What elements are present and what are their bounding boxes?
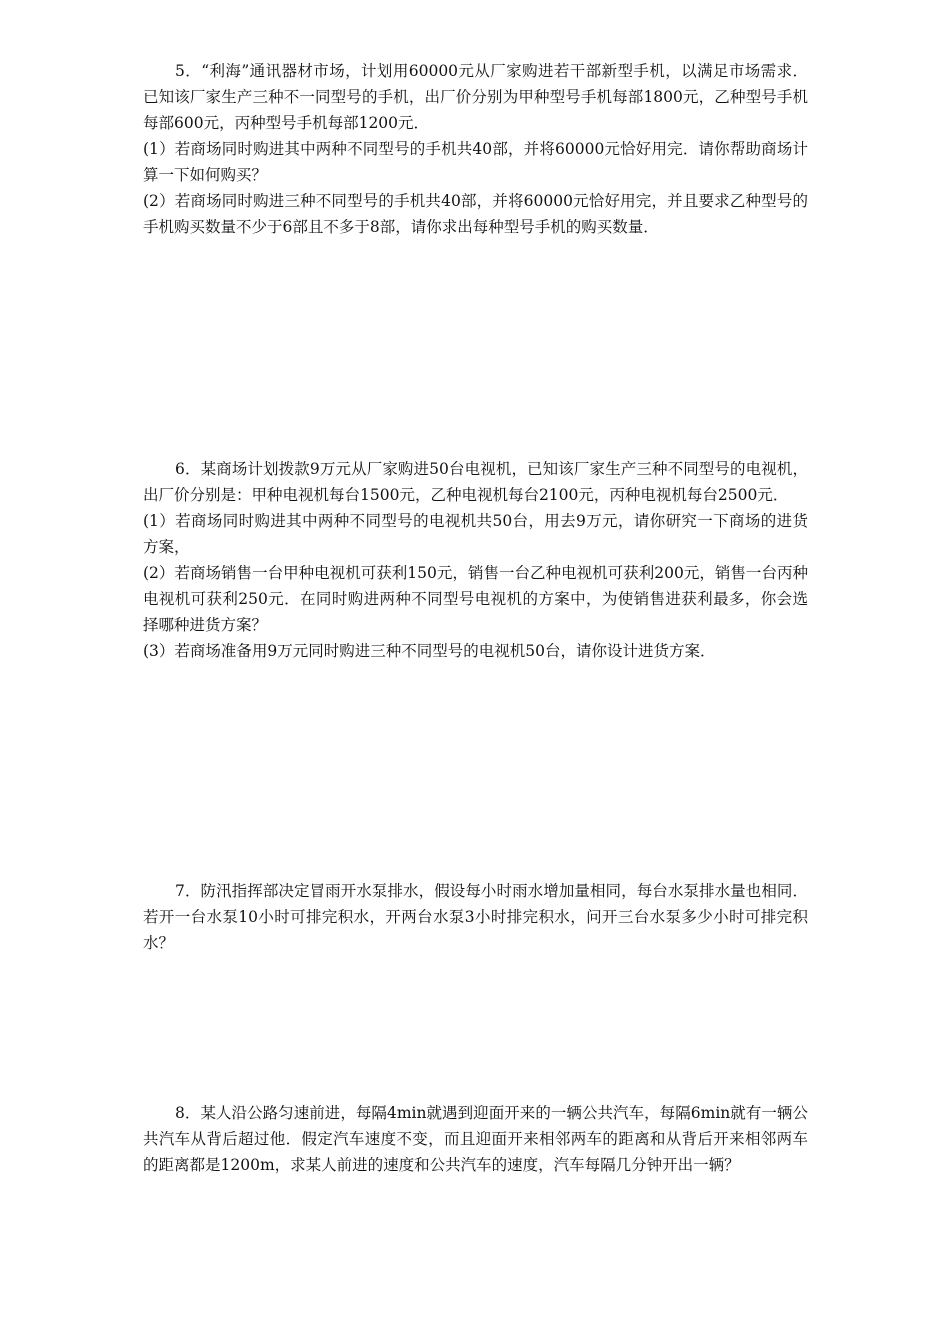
problem-stem <box>143 58 808 136</box>
problem-6 <box>143 456 808 664</box>
problem-7 <box>143 878 808 956</box>
problem-stem <box>143 456 808 508</box>
problem-number: 8． <box>175 1104 201 1122</box>
problem-stem <box>143 1100 808 1178</box>
problem-part: (3）若商场准备用9万元同时购进三种不同型号的电视机50台，请你设计进货方案． <box>143 642 716 660</box>
problem-stem <box>143 878 808 956</box>
problem-number: 5． <box>175 62 202 80</box>
problem-text: 防汛指挥部决定冒雨开水泵排水，假设每小时雨水增加量相同，每台水泵排水量也相同．若开一台水泵10小时可排完积水，开两台水泵3小时排完积水，问开三台水泵多少小时可排完积水？ <box>143 882 808 952</box>
problem-5 <box>143 58 808 240</box>
problem-part: (2）若商场同时购进三种不同型号的手机共40部，并将60000元恰好用完，并且要求乙种型号的手机购买数量不少于6部且不多于8部，请你求出每种型号手机的购买数量． <box>143 192 808 236</box>
problem-part: (1）若商场同时购进其中两种不同型号的手机共40部，并将60000元恰好用完．请你帮助商场计算一下如何购买？ <box>143 140 808 184</box>
problem-text: “利海”通讯器材市场，计划用60000元从厂家购进若干部新型手机，以满足市场需求．已知该厂家生产三种不一同型号的手机，出厂价分别为甲种型号手机每部1800元，乙种型号手机每部600元，丙种型号手机每部1200元． <box>143 62 808 132</box>
problem-8 <box>143 1100 808 1178</box>
problem-text: 某商场计划拨款9万元从厂家购进50台电视机，已知该厂家生产三种不同型号的电视机，出厂价分别是：甲种电视机每台1500元，乙种电视机每台2100元，丙种电视机每台2500元． <box>143 460 808 504</box>
problem-number: 7． <box>175 882 201 900</box>
problem-number: 6． <box>175 460 201 478</box>
problem-part: (2）若商场销售一台甲种电视机可获利150元，销售一台乙种电视机可获利200元，销售一台丙种电视机可获利250元．在同时购进两种不同型号电视机的方案中，为使销售进获利最多，你会选择哪种进货方案？ <box>143 564 808 634</box>
problem-part: (1）若商场同时购进其中两种不同型号的电视机共50台，用去9万元，请你研究一下商场的进货方案， <box>143 512 808 556</box>
problem-text: 某人沿公路匀速前进，每隔4min就遇到迎面开来的一辆公共汽车，每隔6min就有一辆公共汽车从背后超过他．假定汽车速度不变，而且迎面开来相邻两车的距离和从背后开来相邻两车的距离都是1200m，求某人前进的速度和公共汽车的速度，汽车每隔几分钟开出一辆？ <box>143 1104 808 1174</box>
